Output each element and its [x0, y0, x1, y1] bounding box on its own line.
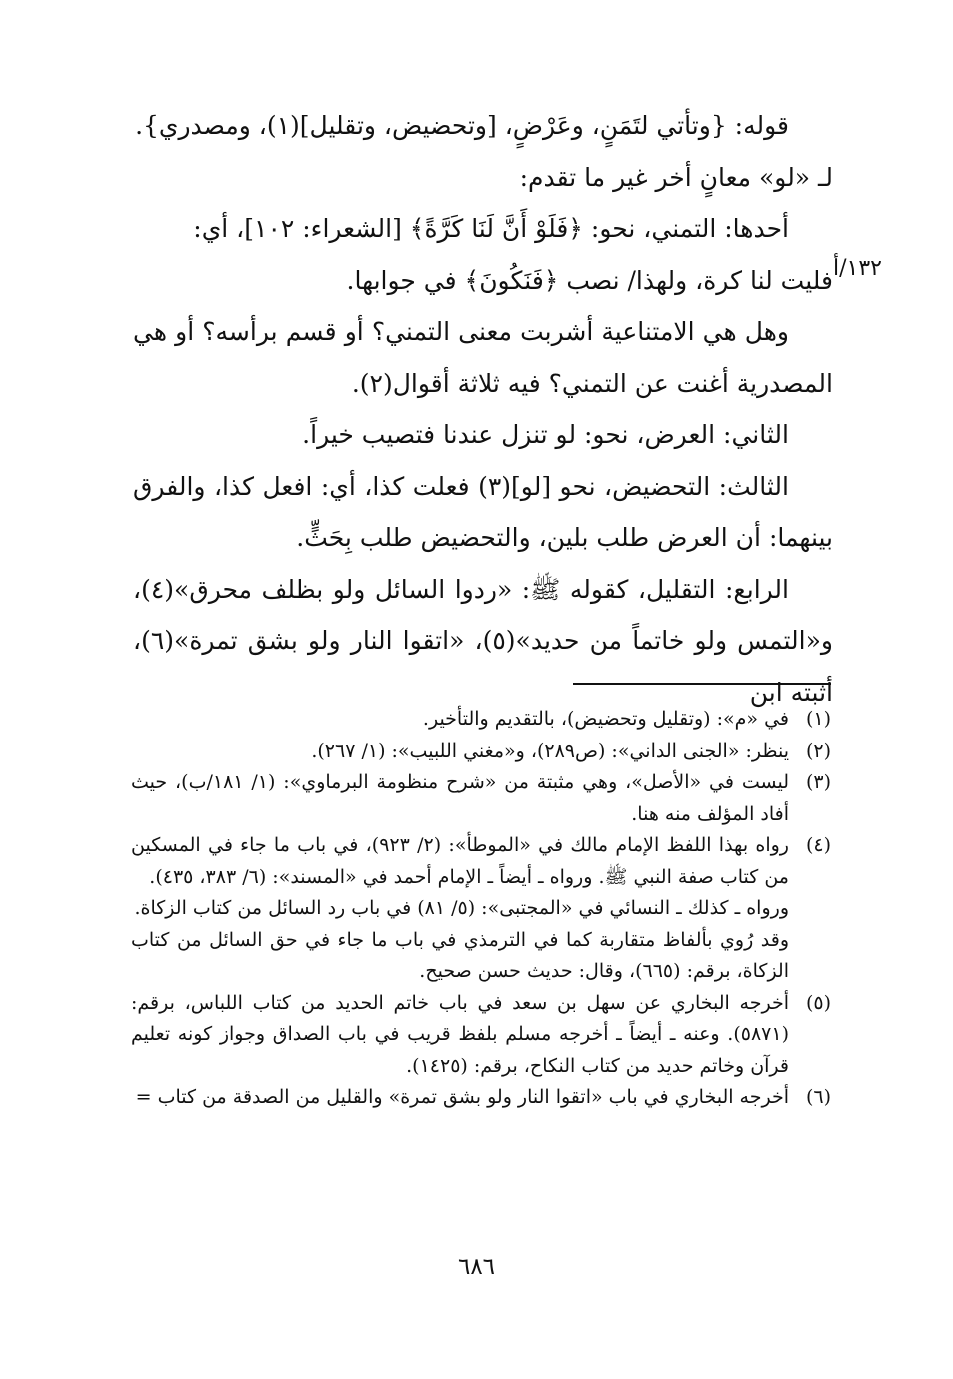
main-paragraph: أحدها: التمني، نحو: ﴿فَلَوْ أَنَّ لَنَا كَرَّةً﴾ [الشعراء: ١٠٢]، أي:: [193, 214, 789, 243]
footnote-text: أخرجه البخاري في باب «اتقوا النار ولو بشق تمرة» والقليل من الصدقة من كتاب =: [135, 1086, 789, 1108]
footnote-text: ليست في «الأصل»، وهي مثبتة من «شرح منظومة البرماوي»: (١/ ١٨١/ب)، حيث أفاد المؤلف منه هنا.: [131, 771, 789, 825]
footnote-2: [131, 736, 831, 768]
footnote-text: رواه بهذا اللفظ الإمام مالك في «الموطأ»: (٢/ ٩٢٣)، في باب ما جاء في المسكين من كتاب صفة النبي ﷺ. ورواه ـ أيضاً ـ الإمام أحمد في «المسند»: (٦/ ٣٨٣، ٤٣٥).: [131, 834, 789, 888]
page-number: ٦٨٦: [457, 1254, 496, 1280]
footnote-number: (٤): [805, 834, 831, 856]
main-text: [133, 100, 833, 718]
footnote-3: [131, 767, 831, 830]
footnote-number: (١): [805, 708, 831, 730]
main-paragraph: قوله: {وتأتي لتَمَنٍ، وعَرْضٍ، [وتحضيض، وتقليل](١)، ومصدري}.: [135, 111, 789, 140]
main-paragraph: وهل هي الامتناعية أشربت معنى التمني؟ أو قسم برأسه؟ أو هي المصدرية أغنت عن التمني؟ فيه ثلاثة أقوال(٢).: [133, 317, 833, 398]
footnote-text: ينظر: «الجنى الداني»: (ص٢٨٩)، و«مغني اللبيب»: (١/ ٢٦٧).: [311, 739, 789, 762]
footnote-text: أخرجه البخاري عن سهل بن سعد في باب خاتم الحديد من كتاب اللباس، برقم: (٥٨٧١). وعنه ـ أيضاً ـ أخرجه مسلم بلفظ قريب في باب الصداق وجواز كونه تعليم قرآن وخاتم حديد من كتاب النكاح، برقم: (١٤٢٥).: [131, 991, 789, 1077]
footnote-text: ورواه ـ كذلك ـ النسائي في «المجتبى»: (٥/ ٨١) في باب رد السائل من كتاب الزكاة.: [134, 897, 789, 919]
main-paragraph: لـ «لو» معانٍ أخر غير ما تقدم:: [519, 162, 833, 192]
footnote-number: (٦): [805, 1086, 831, 1108]
footnotes: [131, 704, 831, 1114]
folio-marker: ١٣٢/أ: [833, 256, 882, 281]
main-paragraph: الرابع: التقليل، كقوله ﷺ: «ردوا السائل ولو بظلف محرق»(٤)، و«التمس ولو خاتماً من حديد»(٥)، «اتقوا النار ولو بشق تمرة»(٦)، أثبته ابن: [133, 574, 833, 707]
footnote-4: [131, 830, 831, 988]
footnote-6: [131, 1082, 831, 1114]
main-paragraph: الثاني: العرض، نحو: لو تنزل عندنا فتصيب خيراً.: [302, 420, 789, 449]
footnote-1: [131, 704, 831, 736]
footnote-number: (٢): [805, 739, 831, 762]
footnote-divider: [573, 683, 831, 685]
footnote-text: في «م»: (وتقليل وتحضيض)، بالتقديم والتأخير.: [422, 708, 789, 730]
footnote-text: وقد رُوي بألفاظ متقاربة كما في الترمذي في باب ما جاء في حق السائل من كتاب الزكاة، برقم: (٦٦٥)، وقال: حديث حسن صحيح.: [131, 928, 789, 982]
main-paragraph: الثالث: التحضيض، نحو [لو](٣) فعلت كذا، أي: افعل كذا، والفرق بينهما: أن العرض طلب بلين، والتحضيض طلب بِحَثٍّ.: [133, 471, 833, 552]
footnote-number: (٣): [805, 771, 831, 793]
main-paragraph: فليت لنا كرة، ولهذا/ نصب ﴿فَنَكُونَ﴾ في جوابها.: [346, 265, 833, 295]
footnote-number: (٥): [805, 991, 831, 1014]
footnote-5: [131, 988, 831, 1083]
